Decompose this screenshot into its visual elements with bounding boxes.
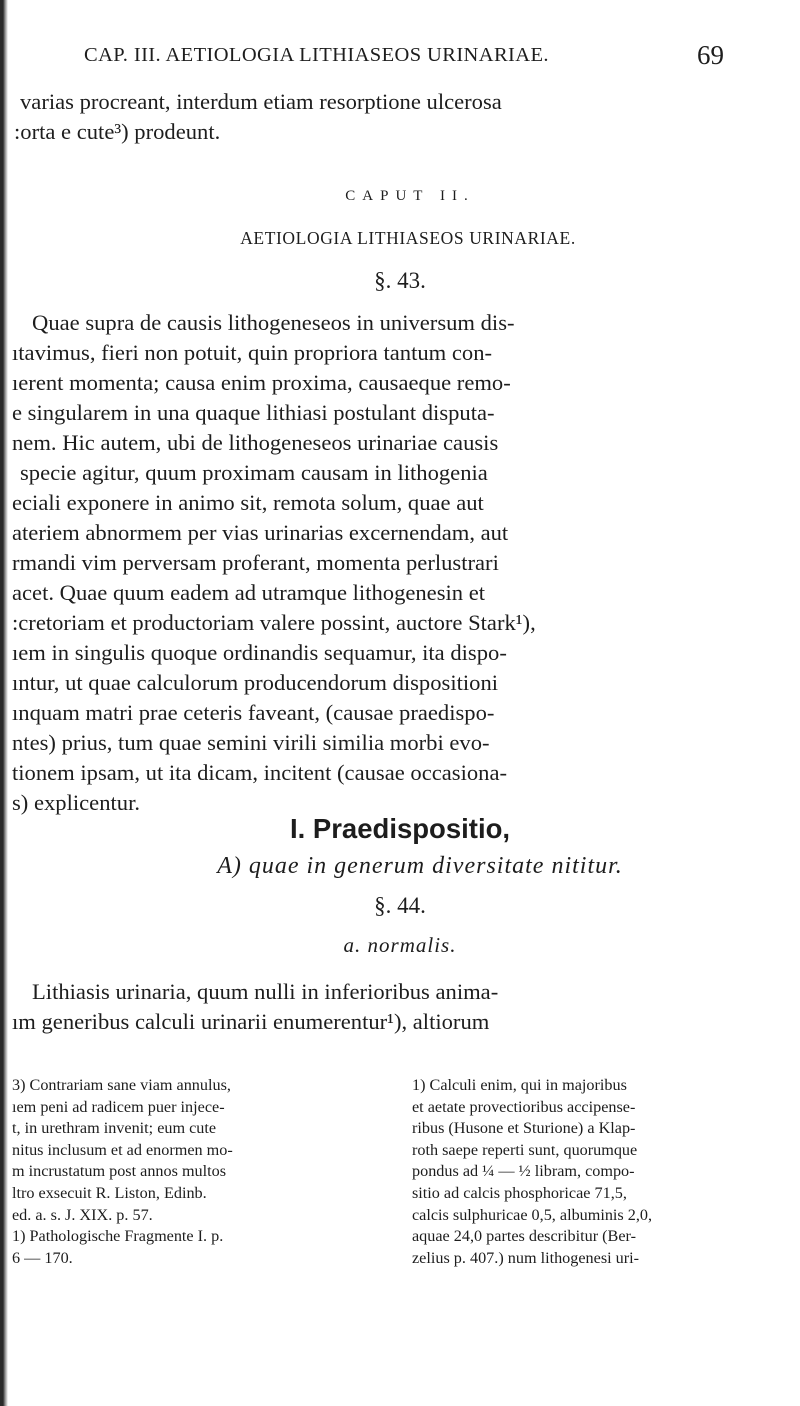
footnote-line: ed. a. s. J. XIX. p. 57. [12, 1205, 153, 1224]
footnote-line: ıem peni ad radicem puer injece- [12, 1097, 225, 1116]
caput-heading: CAPUT II. [345, 188, 475, 204]
section-43-mark: §. 43. [374, 268, 426, 293]
paragraph-line: ıerent momenta; causa enim proxima, causaeque remo- [12, 370, 511, 395]
paragraph-line: ıem in singulis quoque ordinandis sequamur, ita dispo- [12, 640, 507, 665]
footnotes-left-column [12, 1075, 372, 1269]
section-44-mark: §. 44. [374, 893, 426, 918]
paragraph-line: ıtavimus, fieri non potuit, quin propriora tantum con- [12, 340, 493, 365]
generum-diversitate-heading: A) quae in generum diversitate nititur. [217, 853, 623, 879]
paragraph-line: ım generibus calculi urinarii enumerentur¹), altiorum [12, 1009, 490, 1034]
footnote-line: roth saepe reperti sunt, quorumque [412, 1140, 638, 1159]
paragraph-line: Quae supra de causis lithogeneseos in universum dis- [32, 310, 515, 335]
footnote-line: nitus inclusum et ad enormen mo- [12, 1140, 233, 1159]
footnotes [0, 1075, 800, 1275]
footnote-line: pondus ad ¼ — ½ libram, compo- [412, 1162, 635, 1181]
praedispositio-heading: I. Praedispositio, [289, 813, 511, 844]
footnote-line: et aetate provectioribus accipense- [412, 1097, 636, 1116]
footnote-line: 1) Pathologische Fragmente I. p. [12, 1227, 224, 1246]
footnote-line: t, in urethram invenit; eum cute [12, 1119, 217, 1138]
footnote-line: zelius p. 407.) num lithogenesi uri- [412, 1248, 640, 1267]
paragraph-line: ıntur, ut quae calculorum producendorum dispositioni [12, 670, 499, 695]
paragraph-line: :cretoriam et productoriam valere possint, auctore Stark¹), [12, 610, 536, 635]
paragraph-line: ateriem abnormem per vias urinarias excernendam, aut [12, 520, 509, 545]
intro-line: :orta e cute³) prodeunt. [14, 119, 221, 144]
running-head-title: CAP. III. AETIOLOGIA LITHIASEOS URINARIAE. [84, 44, 549, 66]
footnote-line: m incrustatum post annos multos [12, 1162, 227, 1181]
footnote-line: 3) Contrariam sane viam annulus, [12, 1076, 231, 1094]
paragraph-line: rmandi vim perversam proferant, momenta perlustrari [12, 550, 499, 575]
paragraph-line: tionem ipsam, ut ita dicam, incitent (causae occasiona- [12, 760, 507, 785]
caput-title: AETIOLOGIA LITHIASEOS URINARIAE. [240, 228, 576, 248]
paragraph-line: acet. Quae quum eadem ad utramque lithogenesin et [12, 580, 486, 605]
paragraph-line: nem. Hic autem, ubi de lithogeneseos urinariae causis [12, 430, 499, 455]
paragraph-line: ntes) prius, tum quae semini virili similia morbi evo- [12, 730, 490, 755]
page-number: 69 [697, 40, 724, 70]
footnote-line: 6 — 170. [12, 1248, 73, 1267]
normalis-heading: a. normalis. [343, 933, 457, 957]
footnote-line: sitio ad calcis phosphoricae 71,5, [412, 1183, 627, 1202]
footnote-line: aquae 24,0 partes describitur (Ber- [412, 1227, 636, 1246]
paragraph-line: eciali exponere in animo sit, remota solum, quae aut [12, 490, 484, 515]
paragraph-line: e singularem in una quaque lithiasi postulant disputa- [12, 400, 495, 425]
intro-line: varias procreant, interdum etiam resorptione ulcerosa [20, 89, 502, 114]
paragraph-line: Lithiasis urinaria, quum nulli in inferioribus anima- [32, 979, 499, 1004]
footnote-line: ltro exsecuit R. Liston, Edinb. [12, 1183, 207, 1202]
footnotes-right-column [412, 1075, 772, 1269]
footnote-line: calcis sulphuricae 0,5, albuminis 2,0, [412, 1205, 653, 1224]
footnote-line: ribus (Husone et Sturione) a Klap- [412, 1119, 636, 1138]
paragraph-line: s) explicentur. [12, 790, 140, 815]
paragraph-line: specie agitur, quum proximam causam in lithogenia [20, 460, 488, 485]
footnote-line: 1) Calculi enim, qui in majoribus [412, 1076, 627, 1094]
running-head [84, 40, 724, 76]
paragraph-line: ınquam matri prae ceteris faveant, (causae praedispo- [12, 700, 495, 725]
